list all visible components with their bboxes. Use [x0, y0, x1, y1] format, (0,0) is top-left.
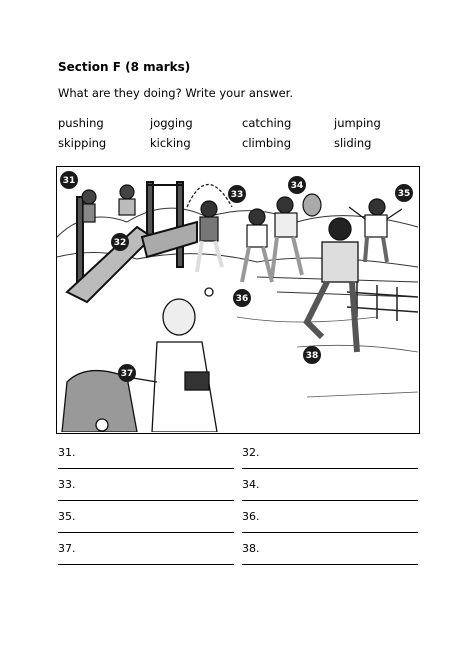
- answer-row: [58, 446, 418, 478]
- playground-scene-svg: [57, 167, 418, 432]
- boy-kicking: [205, 218, 358, 352]
- jogging-children: [242, 194, 321, 282]
- number-badge-38: [303, 346, 321, 364]
- word-bank-item: jogging: [150, 116, 193, 130]
- svg-text:35: 35: [397, 189, 411, 199]
- number-badge-35: [395, 184, 413, 202]
- number-badge-36: [233, 289, 251, 307]
- answer-row: [58, 510, 418, 542]
- svg-text:31: 31: [62, 176, 76, 186]
- answer-37[interactable]: [58, 542, 234, 565]
- answer-31[interactable]: [58, 446, 234, 469]
- word-bank-item: skipping: [58, 136, 107, 150]
- answer-line[interactable]: [242, 564, 418, 565]
- ground-lines: [237, 317, 418, 397]
- word-bank: [58, 116, 426, 150]
- word-bank-item: pushing: [58, 116, 104, 130]
- answer-32[interactable]: [242, 446, 418, 469]
- number-badge-34: [288, 176, 306, 194]
- answer-36[interactable]: [242, 510, 418, 533]
- number-badge-31: [60, 171, 78, 189]
- answer-line[interactable]: [242, 468, 418, 469]
- woman-pushing-stroller: [62, 299, 217, 432]
- instruction-text: What are they doing? Write your answer.: [58, 86, 294, 100]
- answer-35[interactable]: [58, 510, 234, 533]
- answer-label: 38.: [242, 542, 260, 555]
- answer-label: 31.: [58, 446, 76, 459]
- answer-line[interactable]: [58, 564, 234, 565]
- answer-section: [58, 446, 418, 574]
- answer-33[interactable]: [58, 478, 234, 501]
- playground-illustration: [56, 166, 420, 434]
- answer-row: [58, 542, 418, 574]
- answer-line[interactable]: [58, 468, 234, 469]
- answer-line[interactable]: [242, 532, 418, 533]
- svg-text:36: 36: [235, 294, 249, 304]
- fence: [347, 282, 418, 321]
- word-bank-item: kicking: [150, 136, 191, 150]
- answer-label: 32.: [242, 446, 260, 459]
- answer-line[interactable]: [242, 500, 418, 501]
- svg-text:37: 37: [120, 369, 134, 379]
- answer-34[interactable]: [242, 478, 418, 501]
- answer-38[interactable]: [242, 542, 418, 565]
- answer-label: 33.: [58, 478, 76, 491]
- word-bank-item: climbing: [242, 136, 291, 150]
- word-bank-item: jumping: [334, 116, 381, 130]
- svg-text:34: 34: [290, 181, 304, 191]
- answer-row: [58, 478, 418, 510]
- answer-line[interactable]: [58, 532, 234, 533]
- number-badge-33: [228, 185, 246, 203]
- svg-text:33: 33: [230, 190, 244, 200]
- word-bank-item: catching: [242, 116, 292, 130]
- answer-label: 34.: [242, 478, 260, 491]
- word-bank-item: sliding: [334, 136, 372, 150]
- number-badge-32: [111, 233, 129, 251]
- answer-line[interactable]: [58, 500, 234, 501]
- section-title: Section F (8 marks): [58, 60, 191, 74]
- number-badge-37: [118, 364, 136, 382]
- svg-text:32: 32: [113, 238, 127, 248]
- answer-label: 35.: [58, 510, 76, 523]
- svg-text:38: 38: [305, 351, 319, 361]
- answer-label: 37.: [58, 542, 76, 555]
- answer-label: 36.: [242, 510, 260, 523]
- children-on-slide: [82, 185, 135, 222]
